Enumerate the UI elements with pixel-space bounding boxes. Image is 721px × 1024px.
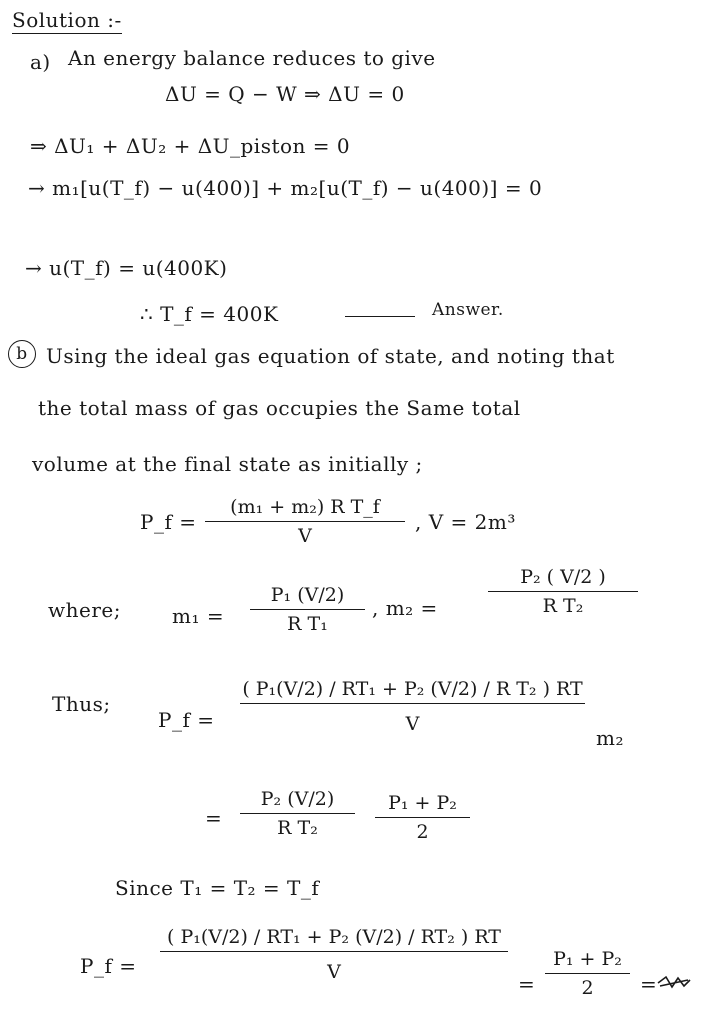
pf-lhs: P_f = [140,510,197,534]
scribble-mark [656,974,692,992]
final-fraction [160,926,508,983]
volume-value: , V = 2m³ [415,510,516,534]
thus-denominator: V [405,713,420,735]
m2-fraction-bar [488,591,638,592]
trailing-equals: = [640,972,658,996]
final-result-numerator: P₁ + P₂ [553,948,622,970]
answer-dash [345,316,415,317]
final-result-bar [545,973,630,974]
internal-energy-equality: → u(T_f) = u(400K) [25,256,228,280]
part-b-line-2: the total mass of gas occupies the Same total [38,396,521,420]
thus-numerator: ( P₁(V/2) / RT₁ + P₂ (V/2) / R T₂ ) RT [242,678,583,700]
m1-numerator: P₁ (V/2) [270,584,345,606]
part-b-line-1: Using the ideal gas equation of state, and noting that [46,344,615,368]
result-denominator-1: R T₂ [277,817,318,839]
result-fraction-bar-1 [240,813,355,814]
m2-denominator: R T₂ [542,595,584,617]
part-a-intro: An energy balance reduces to give [68,46,436,70]
pf-denominator: V [298,525,312,547]
thus-lhs: P_f = [158,708,215,732]
pf-fraction [205,496,405,547]
result-fraction-1 [240,788,355,839]
thus-side-note: m₂ [596,726,624,750]
final-fraction-bar [160,951,508,952]
part-a-label: a) [30,50,51,74]
thus-label: Thus; [52,692,111,716]
final-temperature-result: ∴ T_f = 400K [140,302,279,326]
final-result-denominator: 2 [581,977,594,999]
pf-numerator: (m₁ + m₂) R T_f [230,496,380,518]
m1-lhs: m₁ = [172,604,225,628]
result-equals: = [205,806,223,830]
result-numerator-2: P₁ + P₂ [388,792,457,814]
internal-energy-sum-equation: ⇒ ΔU₁ + ΔU₂ + ΔU_piston = 0 [30,134,351,158]
part-b-marker [8,340,36,368]
final-lhs: P_f = [80,954,137,978]
final-denominator: V [327,961,341,983]
m1-fraction [250,584,365,635]
m2-lhs: , m₂ = [372,596,438,620]
since-statement: Since T₁ = T₂ = T_f [115,876,320,900]
solution-heading: Solution :- [12,8,122,32]
result-denominator-2: 2 [416,821,429,843]
m2-numerator: P₂ ( V/2 ) [520,566,606,588]
part-b-label: b [8,340,36,368]
where-label: where; [48,598,121,622]
thus-fraction-bar [240,703,585,704]
answer-label: Answer. [432,300,504,320]
final-numerator: ( P₁(V/2) / RT₁ + P₂ (V/2) / RT₂ ) RT [167,926,501,948]
result-fraction-2 [375,792,470,843]
result-fraction-bar-2 [375,817,470,818]
mass-energy-equation: → m₁[u(T_f) − u(400)] + m₂[u(T_f) − u(400)] = 0 [28,176,543,200]
pf-fraction-bar [205,521,405,522]
m2-fraction [488,566,638,617]
result-numerator-1: P₂ (V/2) [260,788,335,810]
part-b-line-3: volume at the final state as initially ; [32,452,423,476]
m1-denominator: R T₁ [287,613,328,635]
final-equals: = [518,972,536,996]
m1-fraction-bar [250,609,365,610]
thus-fraction [240,678,585,735]
final-result-fraction [545,948,630,999]
energy-balance-equation: ΔU = Q − W ⇒ ΔU = 0 [165,82,405,106]
